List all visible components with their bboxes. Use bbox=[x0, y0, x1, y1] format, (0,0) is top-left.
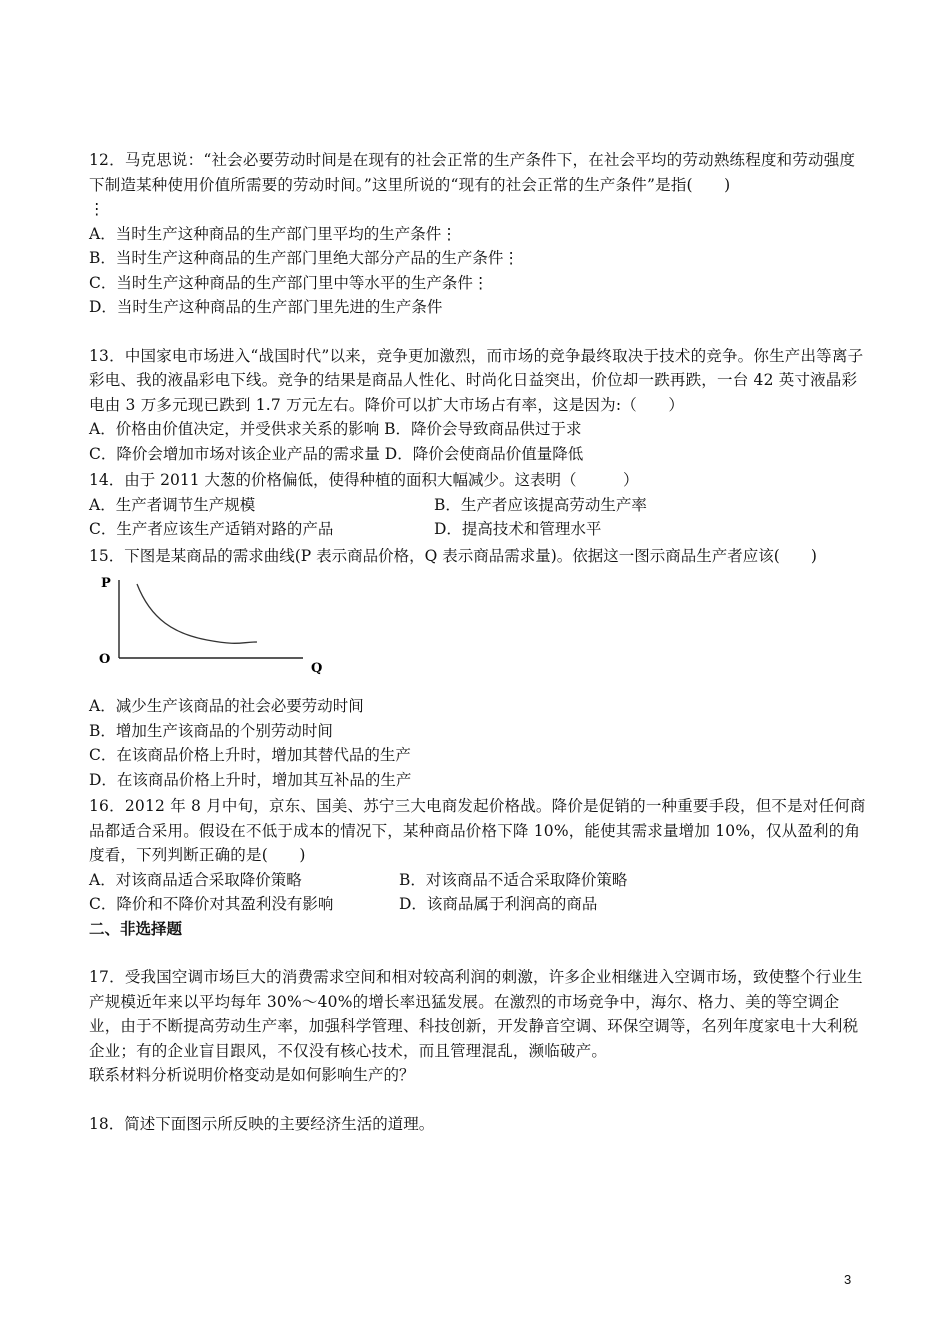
question-14-option-d: D．提高技术和管理水平 bbox=[434, 520, 602, 538]
origin-label: O bbox=[99, 652, 111, 667]
question-12-option-d: D．当时生产这种商品的生产部门里先进的生产条件 bbox=[89, 298, 443, 316]
x-axis-label: Q bbox=[311, 661, 323, 676]
question-14-options-row-1 bbox=[89, 493, 869, 518]
section-2-title: 二、非选择题 bbox=[89, 918, 183, 938]
question-16-options-row-2 bbox=[89, 892, 869, 917]
question-16-stem: 16．2012 年 8 月中旬，京东、国美、苏宁三大电商发起价格战。降价是促销的一种重要手段，但不是对任何商品都适合采用。假设在不低于成本的情况下，某种商品价格下降 10%，能使其需求量增加 10%，仅从盈利的角度看，下列判断正确的是( ) bbox=[89, 797, 866, 864]
question-16-option-b: B．对该商品不适合采取降价策略 bbox=[399, 870, 628, 889]
question-17 bbox=[89, 965, 869, 1088]
question-16-option-d: D．该商品属于利润高的商品 bbox=[399, 895, 598, 913]
question-13-options-cd: C．降价会增加市场对该企业产品的需求量 D．降价会使商品价值量降低 bbox=[89, 444, 584, 463]
question-12-stem: 12．马克思说：“社会必要劳动时间是在现有的社会正常的生产条件下，在社会平均的劳动熟练程度和劳动强度下制造某种使用价值所需要的劳动时间。”这里所说的“现有的社会正常的生产条件”是指( ) bbox=[89, 151, 856, 194]
question-17-ask: 联系材料分析说明价格变动是如何影响生产的？ bbox=[89, 1066, 415, 1084]
question-17-stem: 17．受我国空调市场巨大的消费需求空间和相对较高利润的刺激，许多企业相继进入空调市场，致使整个行业生产规模近年来以平均每年 30%～40%的增长率迅猛发展。在激烈的市场竞争中，海尔、格力、美的等空调企业，由于不断提高劳动生产率，加强科学管理、科技创新，开发静音空调、环保空调等，名列年度家电十大利税企业；有的企业盲目跟风，不仅没有核心技术，而且管理混乱，濒临破产。 bbox=[89, 968, 863, 1060]
question-16-option-c: C．降价和不降价对其盈利没有影响 bbox=[89, 895, 334, 913]
demand-curve bbox=[137, 584, 257, 643]
page-number: 3 bbox=[844, 1272, 852, 1287]
y-axis-label: P bbox=[101, 576, 111, 591]
question-16-options-row-1 bbox=[89, 868, 869, 893]
question-12-option-b: B．当时生产这种商品的生产部门里绝大部分产品的生产条件⋮ bbox=[89, 249, 519, 267]
question-15-stem: 15．下图是某商品的需求曲线(P 表示商品价格，Q 表示商品需求量)。依据这一图示商品生产者应该( ) bbox=[89, 546, 817, 565]
question-14-options-row-2 bbox=[89, 517, 869, 542]
question-14 bbox=[89, 468, 869, 542]
question-14-option-a: A．生产者调节生产规模 bbox=[89, 495, 256, 514]
question-12-option-a: A．当时生产这种商品的生产部门里平均的生产条件⋮ bbox=[89, 224, 457, 243]
question-18-stem: 18．简述下面图示所反映的主要经济生活的道理。 bbox=[89, 1114, 435, 1133]
question-13 bbox=[89, 344, 869, 467]
question-15-option-d: D．在该商品价格上升时，增加其互补品的生产 bbox=[89, 770, 412, 789]
question-13-options-ab: A．价格由价值决定，并受供求关系的影响 B．降价会导致商品供过于求 bbox=[89, 420, 582, 438]
question-14-option-b: B．生产者应该提高劳动生产率 bbox=[434, 495, 647, 514]
question-16-option-a: A．对该商品适合采取降价策略 bbox=[89, 870, 302, 889]
question-15-option-b: B．增加生产该商品的个别劳动时间 bbox=[89, 721, 333, 740]
question-14-stem: 14．由于 2011 大葱的价格偏低，使得种植的面积大幅减少。这表明（ ） bbox=[89, 471, 639, 489]
question-13-stem: 13．中国家电市场进入“战国时代”以来，竞争更加激烈，而市场的竞争最终取决于技术的竞争。你生产出等离子彩电、我的液晶彩电下线。竞争的结果是商品人性化、时尚化日益突出，价位却一跌再跌，一台 42 英寸液晶彩电由 3 万多元现已跌到 1.7 万元左右。降价可以扩大市场占有率，这是因为:（ ） bbox=[89, 346, 864, 414]
question-12 bbox=[89, 148, 869, 320]
demand-curve-figure bbox=[89, 572, 329, 680]
question-12-stem-tail: ⋮ bbox=[89, 200, 105, 218]
question-14-option-c: C．生产者应该生产适销对路的产品 bbox=[89, 520, 334, 538]
question-16 bbox=[89, 794, 869, 917]
question-18 bbox=[89, 1112, 869, 1137]
question-12-option-c: C．当时生产这种商品的生产部门里中等水平的生产条件⋮ bbox=[89, 273, 489, 292]
question-15-option-c: C．在该商品价格上升时，增加其替代品的生产 bbox=[89, 746, 411, 764]
page-content bbox=[89, 148, 869, 1136]
question-15-option-a: A．减少生产该商品的社会必要劳动时间 bbox=[89, 697, 364, 715]
question-15 bbox=[89, 544, 869, 793]
